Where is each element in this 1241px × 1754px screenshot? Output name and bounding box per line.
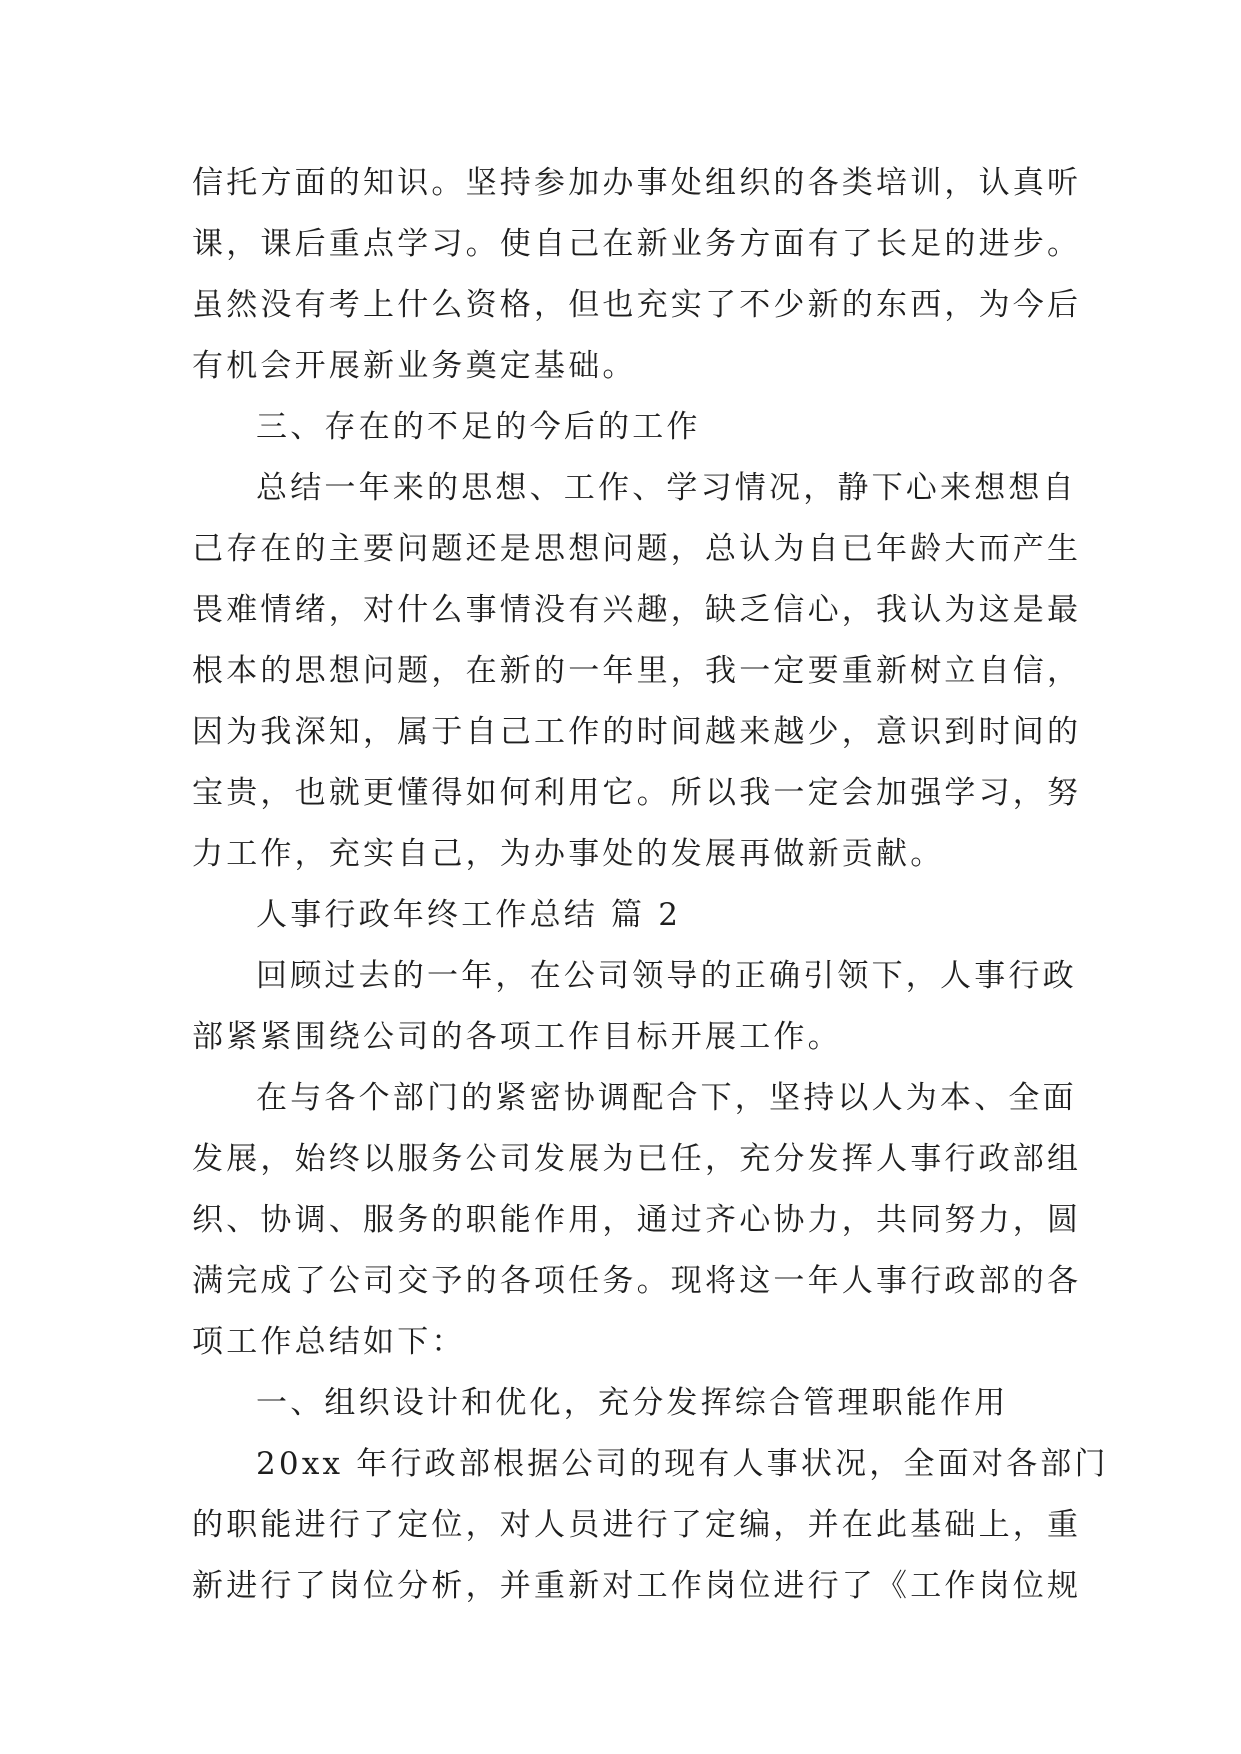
text-line: 虽然没有考上什么资格，但也充实了不少新的东西，为今后	[192, 287, 1082, 323]
text-line: 的职能进行了定位，对人员进行了定编，并在此基础上，重	[192, 1507, 1082, 1543]
text-line: 畏难情绪，对什么事情没有兴趣，缺乏信心，我认为这是最	[192, 592, 1082, 628]
text-line: 新进行了岗位分析，并重新对工作岗位进行了《工作岗位规	[192, 1568, 1082, 1604]
text-line: 部紧紧围绕公司的各项工作目标开展工作。	[192, 1019, 842, 1055]
section-heading: 三、存在的不足的今后的工作	[256, 409, 701, 445]
text-line: 宝贵，也就更懂得如何利用它。所以我一定会加强学习，努	[192, 775, 1082, 811]
document-body	[192, 153, 1109, 1617]
article-title: 人事行政年终工作总结 篇 2	[256, 897, 682, 933]
text-line: 信托方面的知识。坚持参加办事处组织的各类培训，认真听	[192, 165, 1082, 201]
text-line: 因为我深知，属于自己工作的时间越来越少，意识到时间的	[192, 714, 1082, 750]
text-line: 己存在的主要问题还是思想问题，总认为自已年龄大而产生	[192, 531, 1082, 567]
text-line: 课，课后重点学习。使自己在新业务方面有了长足的进步。	[192, 226, 1082, 262]
text-line: 织、协调、服务的职能作用，通过齐心协力，共同努力，圆	[192, 1202, 1082, 1238]
text-line: 20xx 年行政部根据公司的现有人事状况，全面对各部门	[256, 1446, 1109, 1482]
text-line: 回顾过去的一年，在公司领导的正确引领下，人事行政	[256, 958, 1077, 994]
text-line: 有机会开展新业务奠定基础。	[192, 348, 637, 384]
text-line: 在与各个部门的紧密协调配合下，坚持以人为本、全面	[256, 1080, 1077, 1116]
text-line: 总结一年来的思想、工作、学习情况，静下心来想想自	[256, 470, 1077, 506]
text-line: 项工作总结如下：	[192, 1324, 466, 1360]
text-line: 发展，始终以服务公司发展为已任，充分发挥人事行政部组	[192, 1141, 1082, 1177]
text-line: 满完成了公司交予的各项任务。现将这一年人事行政部的各	[192, 1263, 1082, 1299]
text-line: 力工作，充实自己，为办事处的发展再做新贡献。	[192, 836, 945, 872]
section-heading: 一、组织设计和优化，充分发挥综合管理职能作用	[256, 1385, 1009, 1421]
text-line: 根本的思想问题，在新的一年里，我一定要重新树立自信，	[192, 653, 1082, 689]
